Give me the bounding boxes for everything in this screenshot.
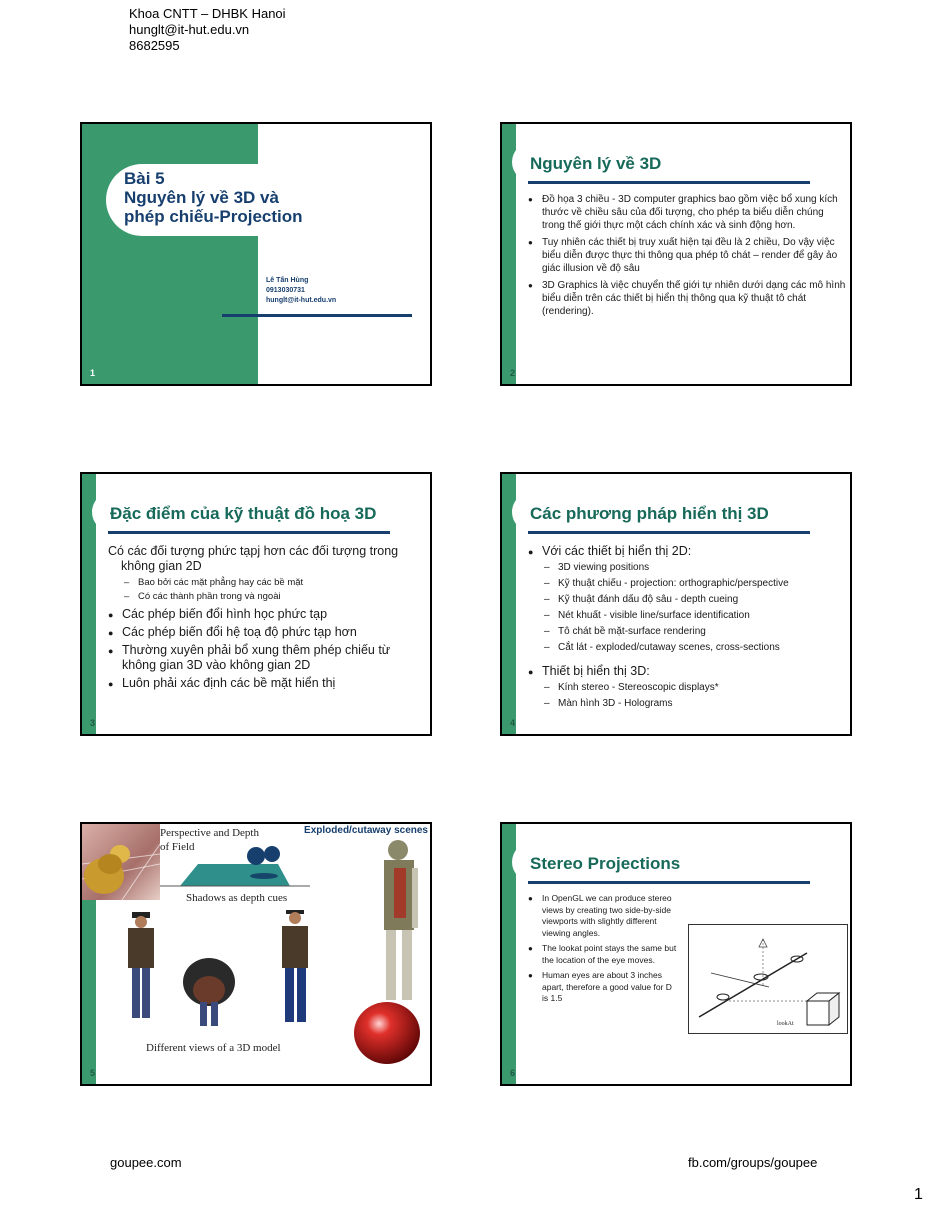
perspective-caption: Perspective and Depth of Field xyxy=(160,827,259,853)
chess-piece-image xyxy=(82,824,160,900)
sub-item: – Có các thành phần trong và ngoài xyxy=(108,590,426,604)
title-rule xyxy=(528,181,810,184)
list-item: ● Human eyes are about 3 inches apart, therefore a good value for D is 1.5 xyxy=(528,970,678,1005)
sub-item: – Kính stereo - Stereoscopic displays* xyxy=(528,680,848,696)
cutaway-skeleton-image xyxy=(372,838,432,1008)
slide-title: Nguyên lý về 3D xyxy=(530,154,662,173)
shadow-platform-image xyxy=(160,842,310,890)
sub-item: – Cắt lát - exploded/cutaway scenes, cross-sections xyxy=(528,640,848,656)
footer-left-link[interactable]: goupee.com xyxy=(110,1155,182,1170)
slide-number: 6 xyxy=(510,1068,516,1078)
figure-side xyxy=(282,910,308,1022)
list-item: ● Thường xuyên phải bổ xung thêm phép chiếu từ không gian 3D vào không gian 2D xyxy=(108,643,426,673)
list-item: ● Thiết bị hiển thị 3D: xyxy=(528,664,848,679)
slide-5 xyxy=(80,822,432,1086)
sub-item: – Màn hình 3D - Holograms xyxy=(528,696,848,712)
slide-1 xyxy=(80,122,432,386)
slide-title: Stereo Projections xyxy=(530,854,681,873)
list-item: ● Đồ họa 3 chiều - 3D computer graphics bao gồm việc bổ xung kích thước về chiều sâu của đối tượng, cho phép ta biểu diễn chúng trong thế giới thực một cách chính xác và sinh động hơn. xyxy=(528,193,846,232)
title-rule xyxy=(528,881,810,884)
list-item: ● The lookat point stays the same but the location of the eye moves. xyxy=(528,943,678,966)
author-block xyxy=(266,276,336,306)
lookat-label: lookAt xyxy=(777,1021,794,1027)
slide-number: 2 xyxy=(510,368,516,378)
bullet-list xyxy=(528,544,848,712)
slide-3 xyxy=(80,472,432,736)
page-header xyxy=(129,6,286,54)
title-line: Bài 5 xyxy=(124,169,165,188)
sub-item: – 3D viewing positions xyxy=(528,560,848,576)
slide-number: 4 xyxy=(510,718,516,728)
slide-title: Các phương pháp hiển thị 3D xyxy=(530,504,769,523)
title-line: Nguyên lý về 3D và xyxy=(124,188,279,207)
cowboy-figures-image xyxy=(114,910,344,1040)
figure-front xyxy=(128,912,154,1018)
title-rule xyxy=(108,531,390,534)
title-rule xyxy=(222,314,412,317)
intro-text: Có các đối tượng phức tạpj hơn các đối tượng trong không gian 2D xyxy=(108,544,399,573)
header-email: hunglt@it-hut.edu.vn xyxy=(129,22,250,37)
exploded-caption: Exploded/cutaway scenes xyxy=(304,825,428,836)
list-item: ● Các phép biến đổi hệ toạ độ phức tạp hơn xyxy=(108,625,426,640)
footer-right-link[interactable]: fb.com/groups/goupee xyxy=(688,1155,818,1170)
slide-number: 1 xyxy=(90,368,96,378)
page-number: 1 xyxy=(914,1186,923,1203)
title-rule xyxy=(528,531,810,534)
bullet-list xyxy=(108,544,426,694)
slide-4 xyxy=(500,472,852,736)
slide-6 xyxy=(500,822,852,1086)
list-item: ● Luôn phải xác định các bề mặt hiển thị xyxy=(108,676,426,691)
sub-item: – Kỹ thuật chiếu - projection: orthographic/perspective xyxy=(528,576,848,592)
list-item: ● 3D Graphics là việc chuyển thế giới tự nhiên dưới dạng các mô hình biểu diễn trên các thiết bị hiển thị thông qua kỹ thuật tô chát (rendering). xyxy=(528,279,846,318)
sub-item: – Nét khuất - visible line/surface identification xyxy=(528,608,848,624)
slide-1-title xyxy=(124,169,303,226)
slide-number: 3 xyxy=(90,718,96,728)
bullet-list xyxy=(528,893,678,1009)
list-item: ● In OpenGL we can produce stereo views by creating two side-by-side viewports with slightly different viewing angles. xyxy=(528,893,678,939)
list-item: ● Tuy nhiên các thiết bị truy xuất hiện tại đều là 2 chiều, Do vậy việc biểu diễn được thực thi thông qua phép tô chát – render để gây ảo giác illusion về độ sâu xyxy=(528,236,846,275)
figure-bent xyxy=(183,958,235,1026)
stereo-diagram-image xyxy=(689,925,847,1033)
header-faculty: Khoa CNTT – DHBK Hanoi xyxy=(129,6,286,21)
slide-2 xyxy=(500,122,852,386)
sub-item: – Bao bởi các mặt phẳng hay các bề mặt xyxy=(108,576,426,590)
views-caption: Different views of a 3D model xyxy=(146,1042,281,1054)
slide-title: Đặc điểm của kỹ thuật đồ hoạ 3D xyxy=(110,504,377,523)
stereo-figure xyxy=(688,924,848,1034)
red-sphere-image xyxy=(352,1000,422,1066)
bullet-list xyxy=(528,193,846,322)
author-phone: 0913030731 xyxy=(266,287,305,294)
sub-item: – Kỹ thuật đánh dấu độ sâu - depth cueing xyxy=(528,592,848,608)
header-phone: 8682595 xyxy=(129,38,180,53)
list-item: ● Các phép biến đổi hình học phức tạp xyxy=(108,607,426,622)
slide-number: 5 xyxy=(90,1068,96,1078)
sub-item: – Tô chát bề mặt-surface rendering xyxy=(528,624,848,640)
author-email: hunglt@it-hut.edu.vn xyxy=(266,297,337,304)
slide-green-panel xyxy=(82,124,258,384)
author-name: Lê Tấn Hùng xyxy=(266,277,309,284)
title-line: phép chiếu-Projection xyxy=(124,207,303,226)
shadows-caption: Shadows as depth cues xyxy=(186,892,288,904)
perspective-image xyxy=(82,824,160,900)
list-item: ● Với các thiết bị hiển thị 2D: xyxy=(528,544,848,559)
